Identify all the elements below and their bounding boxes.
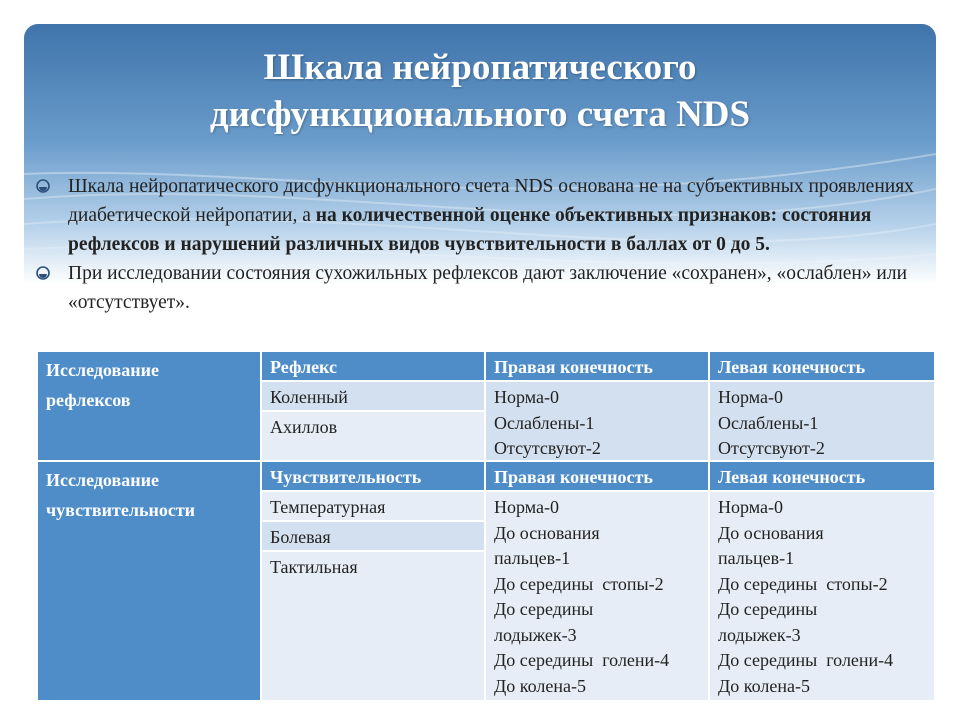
slide-title	[24, 44, 936, 138]
score-line: До колена-5	[494, 675, 586, 696]
header-right-limb: Правая конечность	[486, 352, 708, 380]
section-sensitivity-title	[38, 462, 260, 700]
section-reflexes-title	[38, 352, 260, 460]
title-line-2: дисфункционального счета NDS	[209, 94, 751, 135]
header-sensitivity: Чувствительность	[262, 462, 484, 490]
bullet-icon	[36, 179, 50, 193]
header-left-limb: Левая конечность	[710, 462, 934, 490]
section-2-title-line-1: Исследование	[46, 470, 159, 490]
score-line: До основания	[494, 522, 600, 543]
reflex-item: Ахиллов	[262, 412, 484, 460]
header-right-limb: Правая конечность	[486, 462, 708, 490]
score-line: пальцев-1	[718, 548, 795, 568]
bullet-1-bold-text: на количественной оценке объективных признаков: состояния рефлексов и нарушений различных видов чувствительности в баллах от 0 до 5.	[68, 205, 872, 255]
bullet-item-2	[36, 259, 916, 317]
score-line: Норма-0	[494, 497, 559, 517]
score-line: До середины стопы-2	[494, 573, 664, 594]
reflex-left-scores	[710, 382, 934, 460]
bullet-2-text: При исследовании состояния сухожильных рефлексов дают заключение «сохранен», «ослаблен» или «отсутствует».	[68, 263, 908, 313]
score-line: Ослаблены-1	[494, 412, 595, 433]
nds-table	[38, 352, 934, 700]
score-line: До середины голени-4	[494, 650, 670, 670]
score-line: До середины	[718, 599, 818, 619]
section-1-title-line-1: Исследование	[46, 360, 159, 380]
reflex-right-scores	[486, 382, 708, 460]
score-line: До основания	[718, 522, 824, 543]
header-reflex: Рефлекс	[262, 352, 484, 380]
score-line: Норма-0	[718, 387, 783, 407]
sensitivity-item: Болевая	[262, 522, 484, 550]
title-line-1: Шкала нейропатического	[263, 47, 697, 88]
sensitivity-right-scores	[486, 492, 708, 700]
sensitivity-left-scores	[710, 492, 934, 700]
score-line: Ослаблены-1	[718, 412, 819, 433]
section-2-title-line-2: чувствительности	[46, 500, 196, 520]
score-line: пальцев-1	[494, 548, 571, 568]
score-line: До середины голени-4	[718, 650, 894, 670]
bullet-icon	[36, 266, 50, 280]
score-line: До середины стопы-2	[718, 573, 888, 594]
score-line: Отсутсвуют-2	[718, 438, 825, 458]
header-left-limb: Левая конечность	[710, 352, 934, 380]
score-line: лодыжек-3	[718, 624, 801, 645]
reflex-item: Коленный	[262, 382, 484, 410]
sensitivity-item: Температурная	[262, 492, 484, 520]
bullet-list	[36, 172, 916, 317]
bullet-1-text: Шкала нейропатического дисфункционального счета NDS основана не на субъективных проявлениях диабетической нейропатии, а	[68, 176, 914, 226]
score-line: Норма-0	[494, 387, 559, 407]
score-line: До колена-5	[718, 675, 810, 696]
sensitivity-item: Тактильная	[262, 552, 484, 700]
score-line: лодыжек-3	[494, 624, 577, 645]
score-line: Отсутсвуют-2	[494, 438, 601, 458]
score-line: До середины	[494, 599, 594, 619]
bullet-item-1	[36, 172, 916, 259]
score-line: Норма-0	[718, 497, 783, 517]
section-1-title-line-2: рефлексов	[46, 390, 131, 410]
